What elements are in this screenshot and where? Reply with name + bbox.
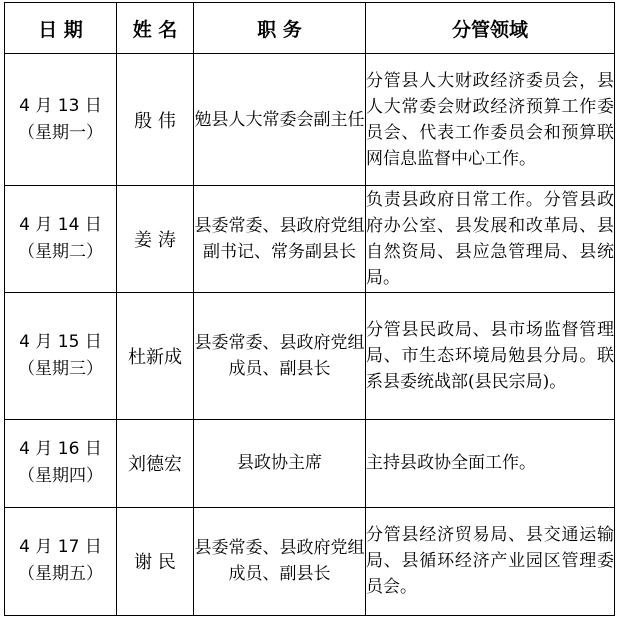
table-row bbox=[5, 507, 615, 615]
date-text: 4 月 13 日 bbox=[19, 95, 102, 116]
position-cell: 勉县人大常委会副主任 bbox=[194, 54, 366, 186]
weekday-text: （星期三） bbox=[18, 359, 103, 380]
position-cell: 县委常委、县政府党组副书记、常务副县长 bbox=[194, 186, 366, 293]
responsibility-cell: 分管县经济贸易局、县交通运输局、县循环经济产业园区管理委员会。 bbox=[366, 507, 615, 615]
table-row bbox=[5, 419, 615, 507]
name-cell: 殷 伟 bbox=[117, 54, 194, 186]
name-cell: 刘德宏 bbox=[117, 419, 194, 507]
name-cell: 姜 涛 bbox=[117, 186, 194, 293]
header-date: 日 期 bbox=[5, 3, 117, 54]
position-cell: 县委常委、县政府党组成员、副县长 bbox=[194, 293, 366, 419]
date-cell bbox=[5, 507, 117, 615]
date-cell bbox=[5, 293, 117, 419]
date-text: 4 月 17 日 bbox=[19, 537, 102, 558]
date-cell bbox=[5, 419, 117, 507]
position-cell: 县政协主席 bbox=[194, 419, 366, 507]
date-text: 4 月 14 日 bbox=[19, 215, 102, 236]
date-cell bbox=[5, 186, 117, 293]
name-cell: 谢 民 bbox=[117, 507, 194, 615]
responsibility-cell: 分管县民政局、县市场监督管理局、市生态环境局勉县分局。联系县委统战部(县民宗局)。 bbox=[366, 293, 615, 419]
responsibility-cell: 负责县政府日常工作。分管县政府办公室、县发展和改革局、县自然资局、县应急管理局、县统局。 bbox=[366, 186, 615, 293]
responsibility-cell: 主持县政协全面工作。 bbox=[366, 419, 615, 507]
date-cell bbox=[5, 54, 117, 186]
weekday-text: （星期一） bbox=[18, 122, 103, 143]
header-row bbox=[5, 3, 615, 54]
table-row bbox=[5, 54, 615, 186]
responsibility-cell: 分管县人大财政经济委员会，县人大常委会财政经济预算工作委员会、代表工作委员会和预算联网信息监督中心工作。 bbox=[366, 54, 615, 186]
table-row bbox=[5, 293, 615, 419]
date-text: 4 月 15 日 bbox=[19, 332, 102, 353]
weekday-text: （星期二） bbox=[18, 242, 103, 263]
date-text: 4 月 16 日 bbox=[19, 439, 102, 460]
weekday-text: （星期四） bbox=[18, 466, 103, 487]
position-cell: 县委常委、县政府党组成员、副县长 bbox=[194, 507, 366, 615]
weekday-text: （星期五） bbox=[18, 564, 103, 585]
header-position: 职 务 bbox=[194, 3, 366, 54]
leader-schedule-table bbox=[4, 2, 615, 616]
header-name: 姓 名 bbox=[117, 3, 194, 54]
table-row bbox=[5, 186, 615, 293]
name-cell: 杜新成 bbox=[117, 293, 194, 419]
header-responsibility: 分管领域 bbox=[366, 3, 615, 54]
